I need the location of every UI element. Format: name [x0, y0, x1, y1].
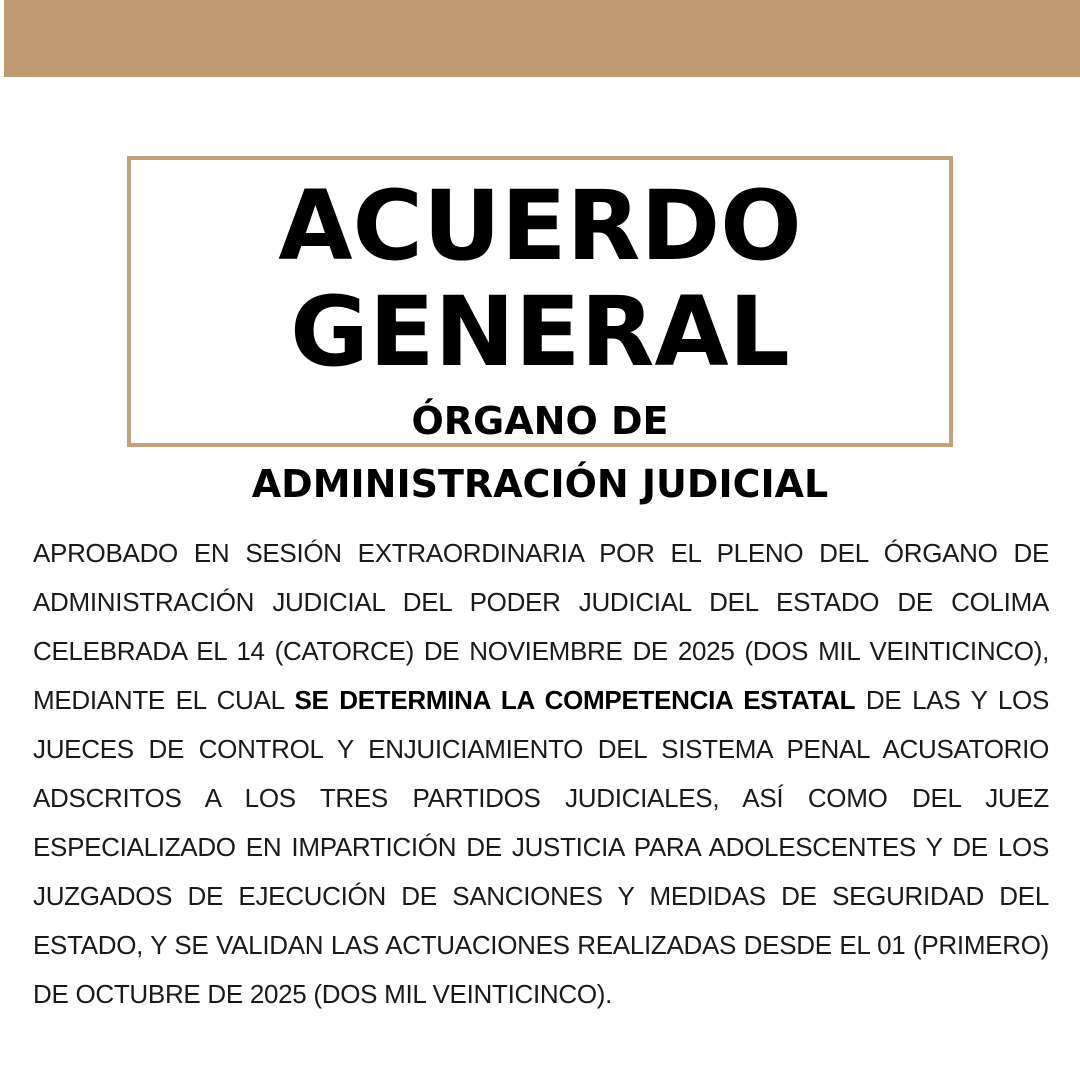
- description-text-highlight: SE DETERMINA LA COMPETENCIA ESTATAL: [294, 685, 856, 715]
- subtitle-organo: ÓRGANO DE: [411, 399, 669, 443]
- title-line-general: GENERAL: [290, 276, 790, 388]
- title-line-acuerdo: ACUERDO: [278, 170, 802, 282]
- description-text-start: APROBADO EN SESIÓN EXTRAORDINARIA POR EL PLENO DEL ÓRGANO DE ADMINISTRACIÓN JUDICIAL DEL PODER JUDICIAL DEL ESTADO DE COLIMA CELEBRADA EL 14 (CATORCE) DE NOVIEMBRE DE 2025 (DOS MIL VEINTICINCO), MEDIANTE EL CUAL: [33, 538, 1049, 715]
- top-accent-band: [4, 0, 1080, 77]
- agreement-description: [33, 529, 1049, 1019]
- description-text-end: DE LAS Y LOS JUECES DE CONTROL Y ENJUICIAMIENTO DEL SISTEMA PENAL ACUSATORIO ADSCRITOS A LOS TRES PARTIDOS JUDICIALES, ASÍ COMO DEL JUEZ ESPECIALIZADO EN IMPARTICIÓN DE JUSTICIA PARA ADOLESCENTES Y DE LOS JUZGADOS DE EJECUCIÓN DE SANCIONES Y MEDIDAS DE SEGURIDAD DEL ESTADO, Y SE VALIDAN LAS ACTUACIONES REALIZADAS DESDE EL 01 (PRIMERO) DE OCTUBRE DE 2025 (DOS MIL VEINTICINCO).: [33, 685, 1050, 1009]
- subtitle-administracion: ADMINISTRACIÓN JUDICIAL: [251, 462, 829, 506]
